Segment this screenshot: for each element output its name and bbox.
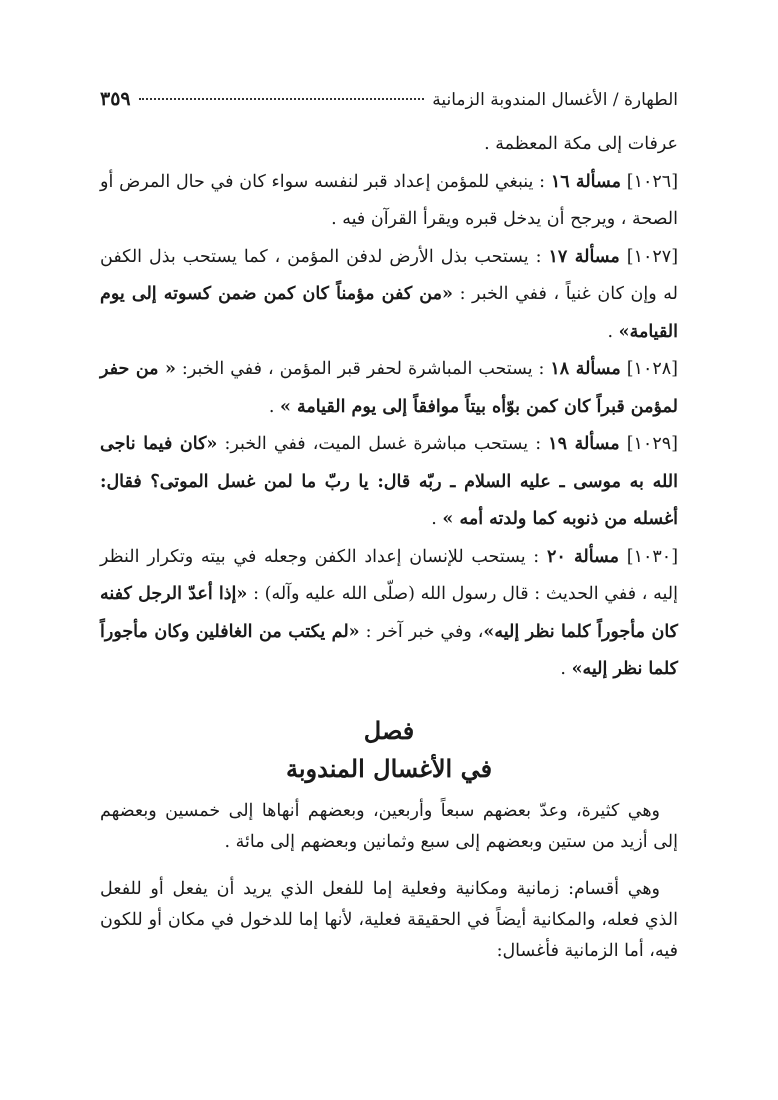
question-1029 bbox=[100, 426, 678, 539]
question-text: : يستحب بذل الأرض لدفن المؤمن ، كما يستحب بذل الكفن له وإن كان غنياً ، ففي الخبر : bbox=[100, 246, 678, 304]
sentence-end: . bbox=[607, 321, 619, 342]
section-heading bbox=[100, 712, 678, 788]
sentence-end: . bbox=[431, 509, 443, 529]
section-text bbox=[100, 796, 678, 983]
hadith-quote: «من كفن مؤمناً كان كمن ضمن كسوته إلى يوم القيامة» bbox=[100, 284, 678, 342]
question-1028 bbox=[100, 351, 678, 426]
hadith-quote: « من حفر لمؤمن قبراً كان كمن بوّأه بيتاً موافقاً إلى يوم القيامة » bbox=[100, 359, 678, 417]
sentence-end: . bbox=[560, 659, 572, 679]
question-text: : يستحب مباشرة غسل الميت، ففي الخبر: bbox=[224, 434, 542, 454]
header-title: الطهارة / الأغسال المندوبة الزمانية bbox=[432, 90, 678, 110]
question-label: مسألة ٢٠ bbox=[546, 546, 620, 567]
section-paragraph-1: وهي كثيرة، وعدّ بعضهم سبعاً وأربعين، وبعضهم أنهاها إلى خمسين وبعضهم إلى أزيد من ستين وبعضهم إلى سبع وثمانين وبعضهم إلى مائة . bbox=[100, 801, 678, 852]
question-text: : يستحب للإنسان إعداد الكفن وجعله في بيته وتكرار النظر إليه ، ففي الحديث : قال رسول الله (صلّى الله عليه وآله) : bbox=[100, 546, 678, 604]
question-1030 bbox=[100, 539, 678, 689]
question-text: : ينبغي للمؤمن إعداد قبر لنفسه سواء كان في حال المرض أو الصحة ، ويرجح أن يدخل قبره ويقرأ القرآن فيه . bbox=[100, 171, 678, 229]
question-text-mid: ، وفي خبر آخر : bbox=[365, 621, 484, 642]
question-ref: [١٠٢٧] bbox=[626, 246, 679, 267]
hadith-quote: «إذا أعدّ الرجل كفنه كان مأجوراً كلما نظر إليه» bbox=[100, 584, 678, 642]
header-dot-leader bbox=[139, 98, 425, 100]
intro-line: عرفات إلى مكة المعظمة . bbox=[484, 134, 678, 154]
question-ref: [١٠٢٦] bbox=[626, 171, 679, 192]
question-label: مسألة ١٧ bbox=[548, 246, 620, 267]
hadith-quote: «لم يكتب من الغافلين وكان مأجوراً كلما نظر إليه» bbox=[100, 621, 678, 679]
question-label: مسألة ١٦ bbox=[550, 171, 621, 192]
section-paragraph-2: وهي أقسام: زمانية ومكانية وفعلية إما للفعل الذي يريد أن يفعل أو للفعل الذي فعله، والمكانية أيضاً في الحقيقة فعلية، لأنها إما للدخول في مكان أو للكون فيه، أما الزمانية فأغسال: bbox=[100, 879, 678, 961]
question-ref: [١٠٣٠] bbox=[626, 546, 679, 567]
question-1026 bbox=[100, 164, 678, 239]
question-ref: [١٠٢٨] bbox=[626, 359, 678, 379]
question-text: : يستحب المباشرة لحفر قبر المؤمن ، ففي الخبر: bbox=[181, 359, 545, 379]
question-label: مسألة ١٩ bbox=[548, 434, 620, 454]
running-header bbox=[100, 88, 678, 118]
question-ref: [١٠٢٩] bbox=[626, 434, 678, 454]
sentence-end: . bbox=[268, 396, 281, 417]
main-text bbox=[100, 126, 678, 689]
question-1027 bbox=[100, 239, 678, 352]
section-subtitle: في الأغسال المندوبة bbox=[285, 754, 493, 783]
question-label: مسألة ١٨ bbox=[550, 359, 621, 379]
section-title: فصل bbox=[363, 716, 415, 745]
page-number: ٣٥٩ bbox=[100, 88, 131, 110]
hadith-quote: «كان فيما ناجى الله به موسى ـ عليه السلام ـ ربّه قال: يا ربّ ما لمن غسل الموتى؟ فقال: أغسله من ذنوبه كما ولدته أمه » bbox=[100, 434, 678, 529]
